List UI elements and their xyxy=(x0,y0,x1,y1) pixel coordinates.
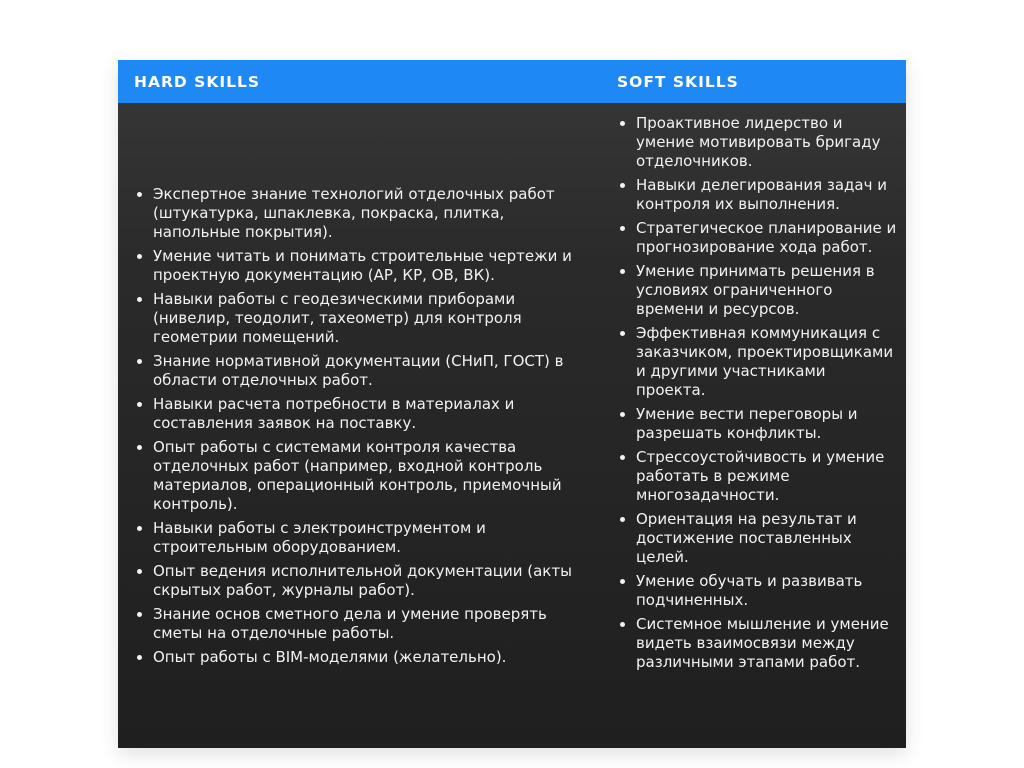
hard-skills-list xyxy=(134,185,589,667)
soft-skill-item: Умение принимать решения в условиях ограниченного времени и ресурсов. xyxy=(617,262,897,319)
hard-skill-item: Навыки работы с геодезическими приборами (нивелир, теодолит, тахеометр) для контроля геометрии помещений. xyxy=(134,290,589,347)
hard-skill-item: Навыки расчета потребности в материалах и составления заявок на поставку. xyxy=(134,395,589,433)
soft-skill-item: Ориентация на результат и достижение поставленных целей. xyxy=(617,510,897,567)
hard-skills-title: HARD SKILLS xyxy=(134,73,261,91)
table-header xyxy=(118,60,906,103)
soft-skill-item: Стрессоустойчивость и умение работать в режиме многозадачности. xyxy=(617,448,897,505)
hard-skills-column xyxy=(134,103,589,748)
soft-skill-item: Умение вести переговоры и разрешать конфликты. xyxy=(617,405,897,443)
soft-skill-item: Умение обучать и развивать подчиненных. xyxy=(617,572,897,610)
soft-skill-item: Проактивное лидерство и умение мотивировать бригаду отделочников. xyxy=(617,114,897,171)
soft-skill-item: Системное мышление и умение видеть взаимосвязи между различными этапами работ. xyxy=(617,615,897,672)
soft-skills-column xyxy=(617,114,897,738)
soft-skill-item: Эффективная коммуникация с заказчиком, проектировщиками и другими участниками проекта. xyxy=(617,324,897,400)
skills-table xyxy=(118,60,906,748)
soft-skills-title: SOFT SKILLS xyxy=(617,73,739,91)
hard-skill-item: Опыт ведения исполнительной документации (акты скрытых работ, журналы работ). xyxy=(134,562,589,600)
soft-skill-item: Стратегическое планирование и прогнозирование хода работ. xyxy=(617,219,897,257)
hard-skill-item: Знание нормативной документации (СНиП, ГОСТ) в области отделочных работ. xyxy=(134,352,589,390)
hard-skill-item: Опыт работы с системами контроля качества отделочных работ (например, входной контроль материалов, операционный контроль, приемочный контроль). xyxy=(134,438,589,514)
soft-skill-item: Навыки делегирования задач и контроля их выполнения. xyxy=(617,176,897,214)
hard-skill-item: Знание основ сметного дела и умение проверять сметы на отделочные работы. xyxy=(134,605,589,643)
hard-skill-item: Навыки работы с электроинструментом и строительным оборудованием. xyxy=(134,519,589,557)
hard-skill-item: Опыт работы с BIM-моделями (желательно). xyxy=(134,648,589,667)
hard-skill-item: Экспертное знание технологий отделочных работ (штукатурка, шпаклевка, покраска, плитка, напольные покрытия). xyxy=(134,185,589,242)
hard-skill-item: Умение читать и понимать строительные чертежи и проектную документацию (АР, КР, ОВ, ВК). xyxy=(134,247,589,285)
soft-skills-list xyxy=(617,114,897,672)
